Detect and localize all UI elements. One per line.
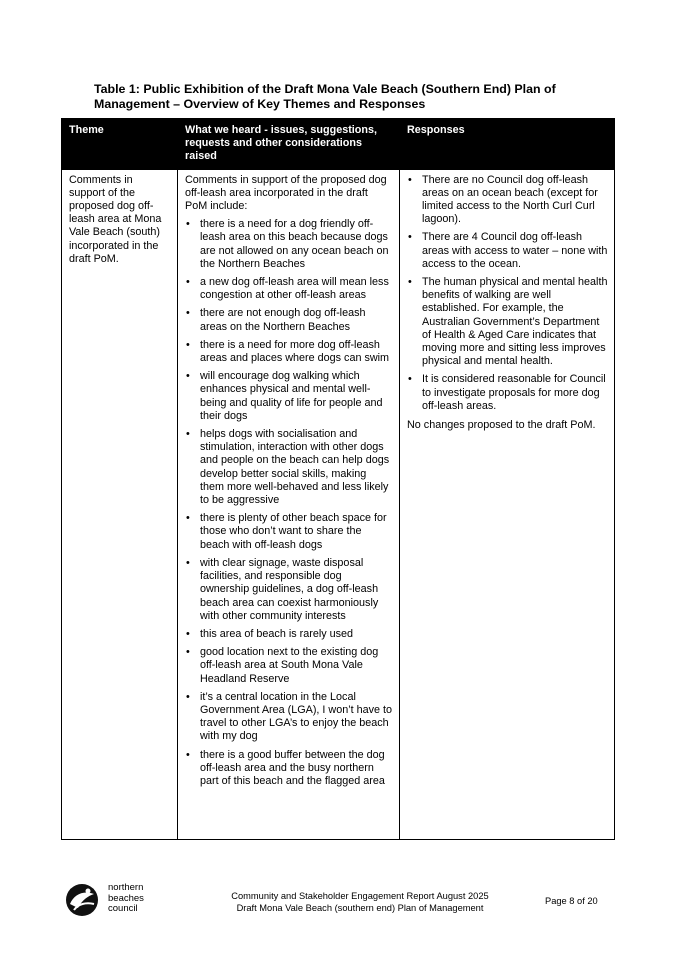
list-item: • there is plenty of other beach space for those who don’t want to share the beach with off-leash dogs <box>185 512 393 552</box>
page-number: Page 8 of 20 <box>545 896 598 906</box>
footer-line: Community and Stakeholder Engagement Report August 2025 <box>231 891 489 901</box>
logo-line: northern <box>108 882 144 893</box>
list-item: • good location next to the existing dog off-leash area at South Mona Vale Headland Reserve <box>185 646 393 686</box>
what-we-heard-cell <box>178 169 400 839</box>
header-what-we-heard: What we heard - issues, suggestions, requests and other considerations raised <box>178 119 400 170</box>
list-item: • a new dog off-leash area will mean less congestion at other off-leash areas <box>185 276 393 302</box>
list-item: • it’s a central location in the Local Government Area (LGA), I won’t have to travel to other LGA’s to enjoy the beach with my dog <box>185 691 393 744</box>
logo-line: beaches <box>108 892 144 904</box>
list-item: • this area of beach is rarely used <box>185 628 393 641</box>
heard-intro: Comments in support of the proposed dog off-leash area incorporated in the draft PoM include: <box>185 173 387 213</box>
list-item: • there are not enough dog off-leash areas on the Northern Beaches <box>185 307 393 333</box>
table-header-row <box>62 119 615 170</box>
list-item: • there is a need for a dog friendly off-leash area on this beach because dogs are not allowed on any ocean beach on the Northern Beaches <box>185 218 393 271</box>
table-row <box>62 169 615 839</box>
response-closing: No changes proposed to the draft PoM. <box>407 419 596 432</box>
theme-cell: Comments in support of the proposed dog off-leash area at Mona Vale Beach (south) incorporated in the draft PoM. <box>62 169 178 839</box>
header-theme: Theme <box>62 119 178 170</box>
footer-line: Draft Mona Vale Beach (southern end) Plan of Management <box>236 903 484 913</box>
table-caption: Table 1: Public Exhibition of the Draft Mona Vale Beach (Southern End) Plan of Management – Overview of Key Themes and Responses <box>94 82 556 111</box>
list-item: • The human physical and mental health benefits of walking are well established. For example, the Australian Government’s Department of Health & Aged Care indicates that moving more and sitting less improves physical and mental health. <box>407 276 608 368</box>
list-item: • there is a good buffer between the dog off-leash area and the busy northern part of this beach and the flagged area <box>185 749 393 789</box>
list-item: • It is considered reasonable for Council to investigate proposals for more dog off-leash areas. <box>407 373 608 413</box>
themes-table <box>61 118 615 840</box>
council-logo-icon <box>64 882 100 918</box>
list-item: • There are no Council dog off-leash areas on an ocean beach (except for limited access to the North Curl Curl lagoon). <box>407 174 608 227</box>
heard-list <box>185 218 393 788</box>
list-item: • helps dogs with socialisation and stimulation, interaction with other dogs and people on the beach can help dogs develop better social skills, making them more well-behaved and less likely to be aggressive <box>185 428 393 507</box>
responses-cell <box>400 169 615 839</box>
list-item: • will encourage dog walking which enhances physical and mental well-being and quality of life for people and their dogs <box>185 370 393 423</box>
logo-line: council <box>108 903 138 914</box>
list-item: • there is a need for more dog off-leash areas and places where dogs can swim <box>185 339 393 365</box>
list-item: • with clear signage, waste disposal facilities, and responsible dog ownership guidelines, a dog off-leash beach area can coexist harmoniously with other community interests <box>185 557 393 623</box>
responses-list <box>407 174 608 413</box>
footer-report-title <box>200 890 520 914</box>
council-logo-text <box>108 883 144 915</box>
list-item: • There are 4 Council dog off-leash areas with access to water – none with access to the ocean. <box>407 231 608 271</box>
header-responses: Responses <box>400 119 615 170</box>
